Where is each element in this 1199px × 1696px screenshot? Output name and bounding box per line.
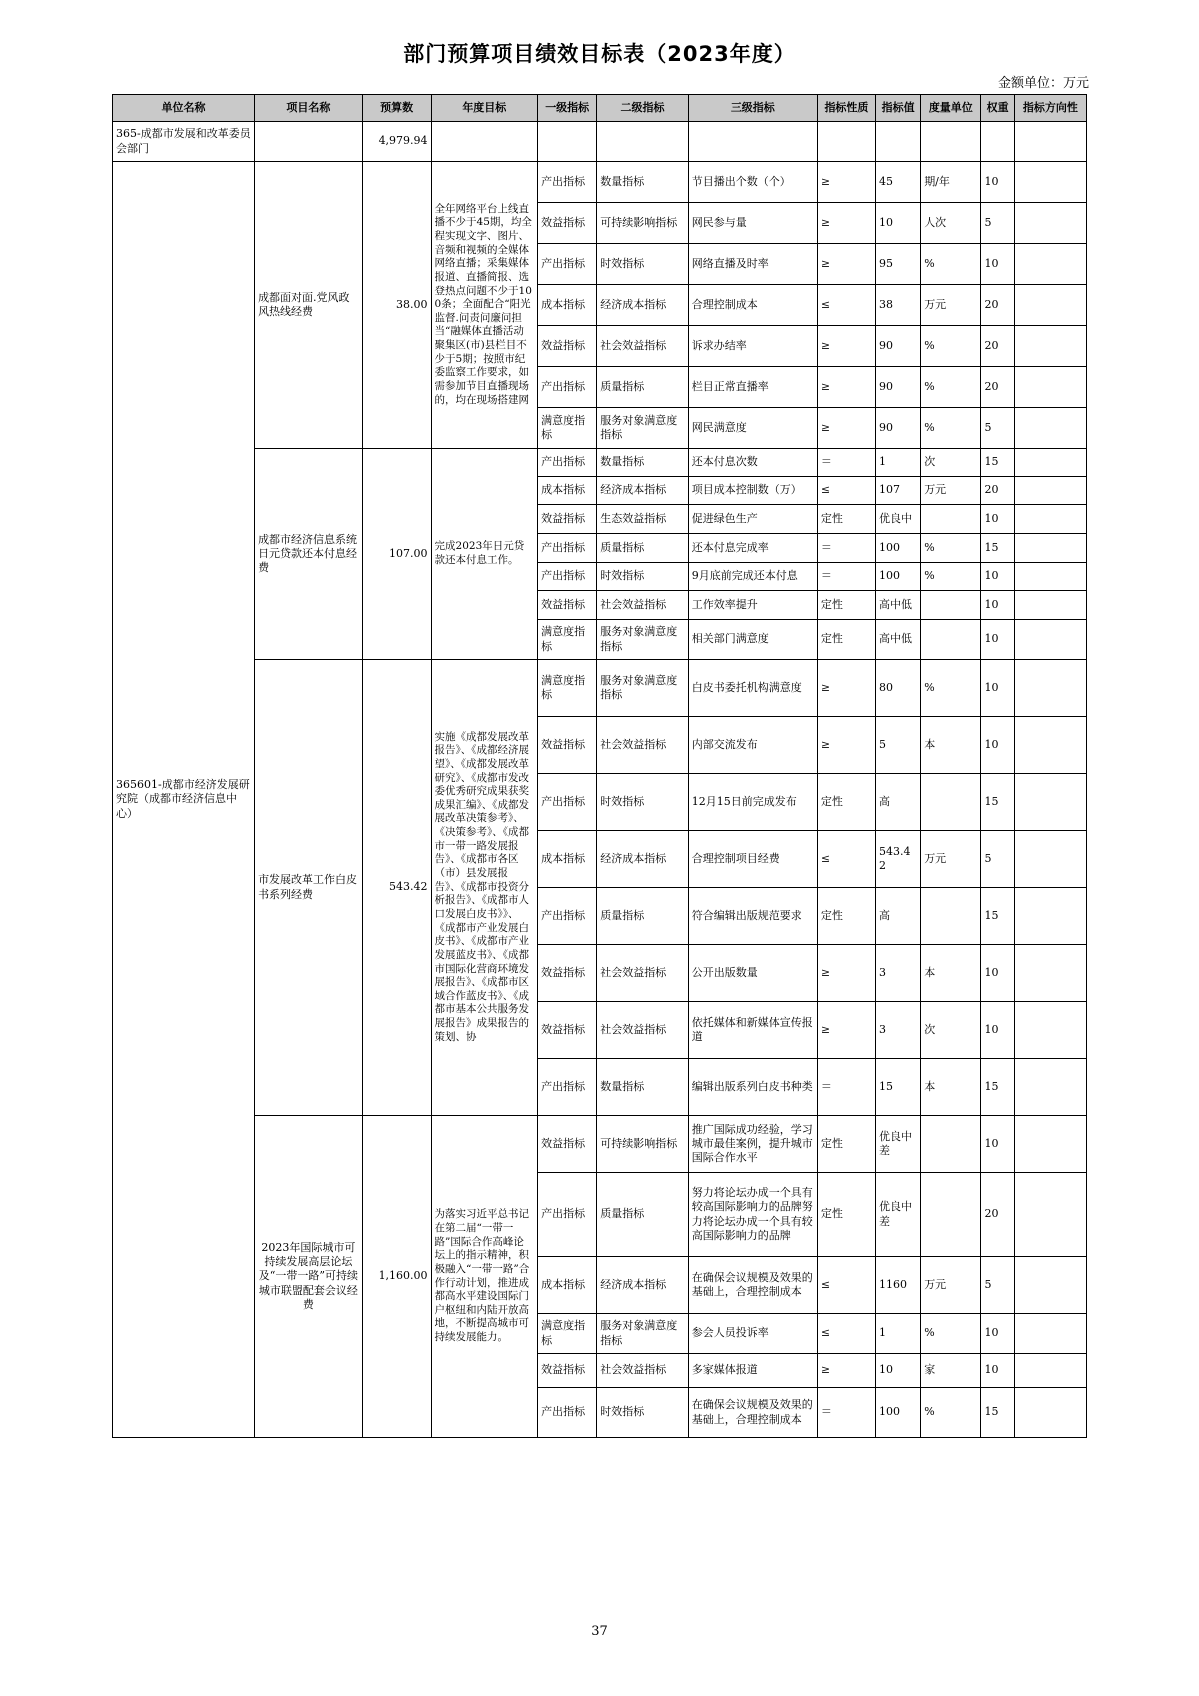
indicator-value: 1 — [876, 1314, 921, 1354]
indicator-direction — [1014, 477, 1086, 505]
indicator-value: 高中低 — [876, 591, 921, 620]
column-header: 二级指标 — [597, 95, 688, 122]
indicator-value: 1 — [876, 449, 921, 477]
annual-goal: 完成2023年日元贷款还本付息工作。 — [431, 449, 538, 660]
indicator-direction — [1014, 888, 1086, 945]
indicator-value: 45 — [876, 162, 921, 203]
indicator-weight: 10 — [981, 244, 1014, 285]
indicator-value: 107 — [876, 477, 921, 505]
indicator-weight: 10 — [981, 1314, 1014, 1354]
indicator-weight: 5 — [981, 408, 1014, 449]
indicator-weight: 10 — [981, 1354, 1014, 1388]
level1-indicator: 产出指标 — [538, 162, 597, 203]
level1-indicator: 满意度指标 — [538, 660, 597, 717]
indicator-value: 高中低 — [876, 620, 921, 660]
measure-unit: % — [921, 563, 981, 591]
indicator-value: 90 — [876, 408, 921, 449]
measure-unit: % — [921, 1388, 981, 1438]
level1-indicator: 产出指标 — [538, 774, 597, 831]
level1-indicator: 产出指标 — [538, 1059, 597, 1116]
indicator-value: 1160 — [876, 1257, 921, 1314]
indicator-weight: 10 — [981, 1116, 1014, 1173]
project-name: 市发展改革工作白皮书系列经费 — [255, 660, 363, 1116]
indicator-nature: ≤ — [817, 1314, 875, 1354]
indicator-weight: 5 — [981, 203, 1014, 244]
measure-unit: 次 — [921, 449, 981, 477]
indicator-nature: 定性 — [817, 774, 875, 831]
indicator-nature: ＝ — [817, 1388, 875, 1438]
indicator-direction — [1014, 408, 1086, 449]
indicator-nature: ≥ — [817, 1002, 875, 1059]
measure-unit — [921, 1116, 981, 1173]
measure-unit: % — [921, 534, 981, 563]
column-header: 三级指标 — [688, 95, 817, 122]
column-header: 指标值 — [876, 95, 921, 122]
project-budget: 543.42 — [362, 660, 431, 1116]
indicator-weight: 20 — [981, 477, 1014, 505]
indicator-nature: ≤ — [817, 1257, 875, 1314]
department-name: 365-成都市发展和改革委员会部门 — [113, 122, 255, 162]
indicator-nature: ≥ — [817, 408, 875, 449]
indicator-nature: 定性 — [817, 1173, 875, 1257]
level1-indicator: 效益指标 — [538, 591, 597, 620]
level3-indicator: 内部交流发布 — [688, 717, 817, 774]
measure-unit: % — [921, 660, 981, 717]
measure-unit: 本 — [921, 1059, 981, 1116]
table-row — [113, 660, 1087, 717]
level2-indicator: 经济成本指标 — [597, 1257, 688, 1314]
page-title: 部门预算项目绩效目标表（2023年度） — [403, 42, 796, 66]
indicator-nature: ≥ — [817, 945, 875, 1002]
measure-unit — [921, 505, 981, 534]
measure-unit: 万元 — [921, 477, 981, 505]
project-name: 2023年国际城市可持续发展高层论坛及“一带一路”可持续城市联盟配套会议经费 — [255, 1116, 363, 1438]
level2-indicator: 社会效益指标 — [597, 1002, 688, 1059]
indicator-weight: 20 — [981, 285, 1014, 326]
indicator-direction — [1014, 505, 1086, 534]
empty-cell — [981, 122, 1014, 162]
level2-indicator: 社会效益指标 — [597, 326, 688, 367]
indicator-nature: ＝ — [817, 1059, 875, 1116]
level3-indicator: 还本付息完成率 — [688, 534, 817, 563]
indicator-nature: ＝ — [817, 534, 875, 563]
table-row — [113, 449, 1087, 477]
level3-indicator: 白皮书委托机构满意度 — [688, 660, 817, 717]
level1-indicator: 产出指标 — [538, 449, 597, 477]
level3-indicator: 在确保会议规模及效果的基础上，合理控制成本 — [688, 1388, 817, 1438]
indicator-weight: 20 — [981, 326, 1014, 367]
level1-indicator: 成本指标 — [538, 477, 597, 505]
indicator-weight: 15 — [981, 1059, 1014, 1116]
level1-indicator: 效益指标 — [538, 1002, 597, 1059]
level3-indicator: 推广国际成功经验，学习城市最佳案例，提升城市国际合作水平 — [688, 1116, 817, 1173]
level1-indicator: 效益指标 — [538, 326, 597, 367]
amount-unit-label: 金额单位：万元 — [997, 76, 1089, 91]
level2-indicator: 质量指标 — [597, 534, 688, 563]
measure-unit: % — [921, 367, 981, 408]
empty-cell — [817, 122, 875, 162]
indicator-weight: 10 — [981, 717, 1014, 774]
empty-cell — [431, 122, 538, 162]
measure-unit: 家 — [921, 1354, 981, 1388]
indicator-value: 10 — [876, 1354, 921, 1388]
annual-goal: 全年网络平台上线直播不少于45期，均全程实现文字、图片、音频和视频的全媒体网络直播；采集媒体报道、直播简报、选登热点问题不少于100条；全面配合“阳光监督.问责问廉问担当“融媒体直播活动聚集区(市)县栏目不少于5期；按照市纪委监察工作要求，如需参加节目直播现场的，均在现场搭建网 — [431, 162, 538, 449]
level3-indicator: 依托媒体和新媒体宣传报道 — [688, 1002, 817, 1059]
project-budget: 38.00 — [362, 162, 431, 449]
table-row — [113, 1116, 1087, 1173]
indicator-value: 3 — [876, 945, 921, 1002]
indicator-direction — [1014, 449, 1086, 477]
level3-indicator: 诉求办结率 — [688, 326, 817, 367]
empty-cell — [597, 122, 688, 162]
department-budget: 4,979.94 — [362, 122, 431, 162]
column-header: 度量单位 — [921, 95, 981, 122]
indicator-nature: ≥ — [817, 717, 875, 774]
column-header: 预算数 — [362, 95, 431, 122]
indicator-value: 100 — [876, 563, 921, 591]
level3-indicator: 多家媒体报道 — [688, 1354, 817, 1388]
indicator-value: 100 — [876, 1388, 921, 1438]
level1-indicator: 效益指标 — [538, 1116, 597, 1173]
level3-indicator: 还本付息次数 — [688, 449, 817, 477]
indicator-nature: 定性 — [817, 1116, 875, 1173]
indicator-weight: 10 — [981, 1002, 1014, 1059]
indicator-nature: ＝ — [817, 449, 875, 477]
level2-indicator: 服务对象满意度指标 — [597, 1314, 688, 1354]
indicator-direction — [1014, 1116, 1086, 1173]
level3-indicator: 促进绿色生产 — [688, 505, 817, 534]
indicator-nature: ＝ — [817, 563, 875, 591]
indicator-direction — [1014, 831, 1086, 888]
indicator-nature: ≥ — [817, 367, 875, 408]
table-body — [113, 122, 1087, 1438]
indicator-weight: 10 — [981, 563, 1014, 591]
level2-indicator: 社会效益指标 — [597, 717, 688, 774]
level1-indicator: 成本指标 — [538, 1257, 597, 1314]
level3-indicator: 努力将论坛办成一个具有较高国际影响力的品牌努力将论坛办成一个具有较高国际影响力的品牌 — [688, 1173, 817, 1257]
indicator-weight: 10 — [981, 945, 1014, 1002]
indicator-direction — [1014, 660, 1086, 717]
level3-indicator: 网络直播及时率 — [688, 244, 817, 285]
indicator-nature: ≥ — [817, 162, 875, 203]
level1-indicator: 产出指标 — [538, 534, 597, 563]
indicator-direction — [1014, 1173, 1086, 1257]
measure-unit — [921, 1173, 981, 1257]
indicator-value: 543.42 — [876, 831, 921, 888]
indicator-weight: 10 — [981, 620, 1014, 660]
column-header: 单位名称 — [113, 95, 255, 122]
indicator-weight: 15 — [981, 449, 1014, 477]
indicator-value: 80 — [876, 660, 921, 717]
level3-indicator: 编辑出版系列白皮书种类 — [688, 1059, 817, 1116]
indicator-direction — [1014, 1314, 1086, 1354]
level1-indicator: 产出指标 — [538, 888, 597, 945]
indicator-nature: ≥ — [817, 203, 875, 244]
level3-indicator: 合理控制成本 — [688, 285, 817, 326]
level2-indicator: 时效指标 — [597, 563, 688, 591]
indicator-value: 95 — [876, 244, 921, 285]
level2-indicator: 时效指标 — [597, 774, 688, 831]
indicator-direction — [1014, 244, 1086, 285]
level1-indicator: 效益指标 — [538, 717, 597, 774]
measure-unit: % — [921, 326, 981, 367]
project-budget: 107.00 — [362, 449, 431, 660]
indicator-value: 10 — [876, 203, 921, 244]
measure-unit: % — [921, 1314, 981, 1354]
indicator-value: 15 — [876, 1059, 921, 1116]
measure-unit: 本 — [921, 945, 981, 1002]
measure-unit — [921, 591, 981, 620]
column-header: 一级指标 — [538, 95, 597, 122]
measure-unit: 万元 — [921, 831, 981, 888]
indicator-value: 优良中 — [876, 505, 921, 534]
level2-indicator: 质量指标 — [597, 888, 688, 945]
annual-goal: 为落实习近平总书记在第二届“一带一路”国际合作高峰论坛上的指示精神，积极融入“一带一路”合作行动计划，推进成都高水平建设国际门户枢纽和内陆开放高地，不断提高城市可持续发展能力。 — [431, 1116, 538, 1438]
level1-indicator: 效益指标 — [538, 945, 597, 1002]
project-name: 成都市经济信息系统日元贷款还本付息经费 — [255, 449, 363, 660]
indicator-direction — [1014, 534, 1086, 563]
indicator-direction — [1014, 1059, 1086, 1116]
level2-indicator: 服务对象满意度指标 — [597, 408, 688, 449]
level1-indicator: 满意度指标 — [538, 1314, 597, 1354]
level1-indicator: 效益指标 — [538, 1354, 597, 1388]
empty-cell — [538, 122, 597, 162]
indicator-weight: 10 — [981, 162, 1014, 203]
indicator-direction — [1014, 1388, 1086, 1438]
level2-indicator: 数量指标 — [597, 162, 688, 203]
level3-indicator: 节目播出个数（个） — [688, 162, 817, 203]
level1-indicator: 产出指标 — [538, 244, 597, 285]
indicator-direction — [1014, 203, 1086, 244]
level3-indicator: 9月底前完成还本付息 — [688, 563, 817, 591]
level1-indicator: 产出指标 — [538, 563, 597, 591]
indicator-value: 90 — [876, 367, 921, 408]
column-header: 项目名称 — [255, 95, 363, 122]
page-number: 37 — [591, 1624, 608, 1639]
indicator-value: 高 — [876, 888, 921, 945]
indicator-direction — [1014, 563, 1086, 591]
level2-indicator: 社会效益指标 — [597, 1354, 688, 1388]
indicator-direction — [1014, 326, 1086, 367]
indicator-weight: 15 — [981, 888, 1014, 945]
indicator-value: 5 — [876, 717, 921, 774]
indicator-weight: 5 — [981, 831, 1014, 888]
measure-unit: % — [921, 408, 981, 449]
level3-indicator: 工作效率提升 — [688, 591, 817, 620]
indicator-direction — [1014, 717, 1086, 774]
indicator-weight: 10 — [981, 591, 1014, 620]
unit-name: 365601-成都市经济发展研究院（成都市经济信息中心） — [113, 162, 255, 1438]
indicator-direction — [1014, 620, 1086, 660]
level3-indicator: 网民参与量 — [688, 203, 817, 244]
indicator-nature: ≤ — [817, 285, 875, 326]
level2-indicator: 数量指标 — [597, 1059, 688, 1116]
indicator-nature: 定性 — [817, 620, 875, 660]
empty-cell — [921, 122, 981, 162]
measure-unit: % — [921, 244, 981, 285]
level2-indicator: 质量指标 — [597, 367, 688, 408]
indicator-weight: 15 — [981, 534, 1014, 563]
indicator-nature: ≥ — [817, 1354, 875, 1388]
indicator-weight: 20 — [981, 367, 1014, 408]
indicator-nature: ≤ — [817, 831, 875, 888]
level2-indicator: 质量指标 — [597, 1173, 688, 1257]
indicator-direction — [1014, 774, 1086, 831]
indicator-nature: ≥ — [817, 244, 875, 285]
indicator-direction — [1014, 367, 1086, 408]
measure-unit — [921, 888, 981, 945]
column-header: 指标方向性 — [1014, 95, 1086, 122]
project-budget: 1,160.00 — [362, 1116, 431, 1438]
level1-indicator: 成本指标 — [538, 285, 597, 326]
indicator-value: 90 — [876, 326, 921, 367]
level3-indicator: 相关部门满意度 — [688, 620, 817, 660]
department-row — [113, 122, 1087, 162]
measure-unit — [921, 774, 981, 831]
measure-unit — [921, 620, 981, 660]
level3-indicator: 12月15日前完成发布 — [688, 774, 817, 831]
level3-indicator: 参会人员投诉率 — [688, 1314, 817, 1354]
indicator-weight: 20 — [981, 1173, 1014, 1257]
indicator-nature: ≥ — [817, 660, 875, 717]
indicator-weight: 5 — [981, 1257, 1014, 1314]
indicator-direction — [1014, 591, 1086, 620]
level2-indicator: 可持续影响指标 — [597, 203, 688, 244]
level3-indicator: 公开出版数量 — [688, 945, 817, 1002]
column-header: 权重 — [981, 95, 1014, 122]
level1-indicator: 产出指标 — [538, 1388, 597, 1438]
indicator-value: 优良中差 — [876, 1116, 921, 1173]
level1-indicator: 产出指标 — [538, 1173, 597, 1257]
indicator-nature: ≤ — [817, 477, 875, 505]
level2-indicator: 社会效益指标 — [597, 591, 688, 620]
measure-unit: 人次 — [921, 203, 981, 244]
indicator-nature: 定性 — [817, 888, 875, 945]
header-row — [113, 95, 1087, 122]
level1-indicator: 满意度指标 — [538, 408, 597, 449]
measure-unit: 次 — [921, 1002, 981, 1059]
measure-unit: 期/年 — [921, 162, 981, 203]
level3-indicator: 项目成本控制数（万） — [688, 477, 817, 505]
level2-indicator: 经济成本指标 — [597, 285, 688, 326]
measure-unit: 万元 — [921, 1257, 981, 1314]
indicator-nature: 定性 — [817, 505, 875, 534]
level2-indicator: 时效指标 — [597, 1388, 688, 1438]
performance-table — [112, 94, 1087, 1438]
level2-indicator: 时效指标 — [597, 244, 688, 285]
level1-indicator: 效益指标 — [538, 203, 597, 244]
level2-indicator: 经济成本指标 — [597, 477, 688, 505]
indicator-direction — [1014, 945, 1086, 1002]
indicator-weight: 10 — [981, 660, 1014, 717]
level2-indicator: 数量指标 — [597, 449, 688, 477]
level1-indicator: 效益指标 — [538, 505, 597, 534]
level3-indicator: 栏目正常直播率 — [688, 367, 817, 408]
indicator-value: 优良中差 — [876, 1173, 921, 1257]
level2-indicator: 服务对象满意度指标 — [597, 660, 688, 717]
indicator-value: 3 — [876, 1002, 921, 1059]
level2-indicator: 社会效益指标 — [597, 945, 688, 1002]
empty-cell — [688, 122, 817, 162]
indicator-direction — [1014, 1354, 1086, 1388]
indicator-value: 高 — [876, 774, 921, 831]
indicator-weight: 15 — [981, 774, 1014, 831]
column-header: 年度目标 — [431, 95, 538, 122]
indicator-weight: 10 — [981, 505, 1014, 534]
level3-indicator: 在确保会议规模及效果的基础上，合理控制成本 — [688, 1257, 817, 1314]
project-name: 成都面对面.党风政风热线经费 — [255, 162, 363, 449]
indicator-nature: ≥ — [817, 326, 875, 367]
level3-indicator: 符合编辑出版规范要求 — [688, 888, 817, 945]
measure-unit: 万元 — [921, 285, 981, 326]
indicator-direction — [1014, 162, 1086, 203]
indicator-weight: 15 — [981, 1388, 1014, 1438]
measure-unit: 本 — [921, 717, 981, 774]
empty-cell — [255, 122, 363, 162]
level1-indicator: 产出指标 — [538, 367, 597, 408]
level2-indicator: 经济成本指标 — [597, 831, 688, 888]
level2-indicator: 服务对象满意度指标 — [597, 620, 688, 660]
level3-indicator: 合理控制项目经费 — [688, 831, 817, 888]
indicator-direction — [1014, 1257, 1086, 1314]
empty-cell — [876, 122, 921, 162]
annual-goal: 实施《成都发展改革报告》、《成都经济展望》、《成都发展改革研究》、《成都市发改委优秀研究成果获奖成果汇编》、《成都发展改革决策参考》、《决策参考》、《成都市一带一路发展报告》、《成都市各区（市）县发展报告》、《成都市投资分析报告》、《成都市人口发展白皮书》》、《成都市产业发展白皮书》、《成都市产业发展蓝皮书》、《成都市国际化营商环境发展报告》、《成都市区域合作蓝皮书》、《成都市基本公共服务发展报告》成果报告的策划、协 — [431, 660, 538, 1116]
empty-cell — [1014, 122, 1086, 162]
column-header: 指标性质 — [817, 95, 875, 122]
indicator-direction — [1014, 285, 1086, 326]
indicator-direction — [1014, 1002, 1086, 1059]
indicator-nature: 定性 — [817, 591, 875, 620]
level1-indicator: 成本指标 — [538, 831, 597, 888]
level2-indicator: 可持续影响指标 — [597, 1116, 688, 1173]
table-row — [113, 162, 1087, 203]
indicator-value: 38 — [876, 285, 921, 326]
level1-indicator: 满意度指标 — [538, 620, 597, 660]
indicator-value: 100 — [876, 534, 921, 563]
level3-indicator: 网民满意度 — [688, 408, 817, 449]
level2-indicator: 生态效益指标 — [597, 505, 688, 534]
